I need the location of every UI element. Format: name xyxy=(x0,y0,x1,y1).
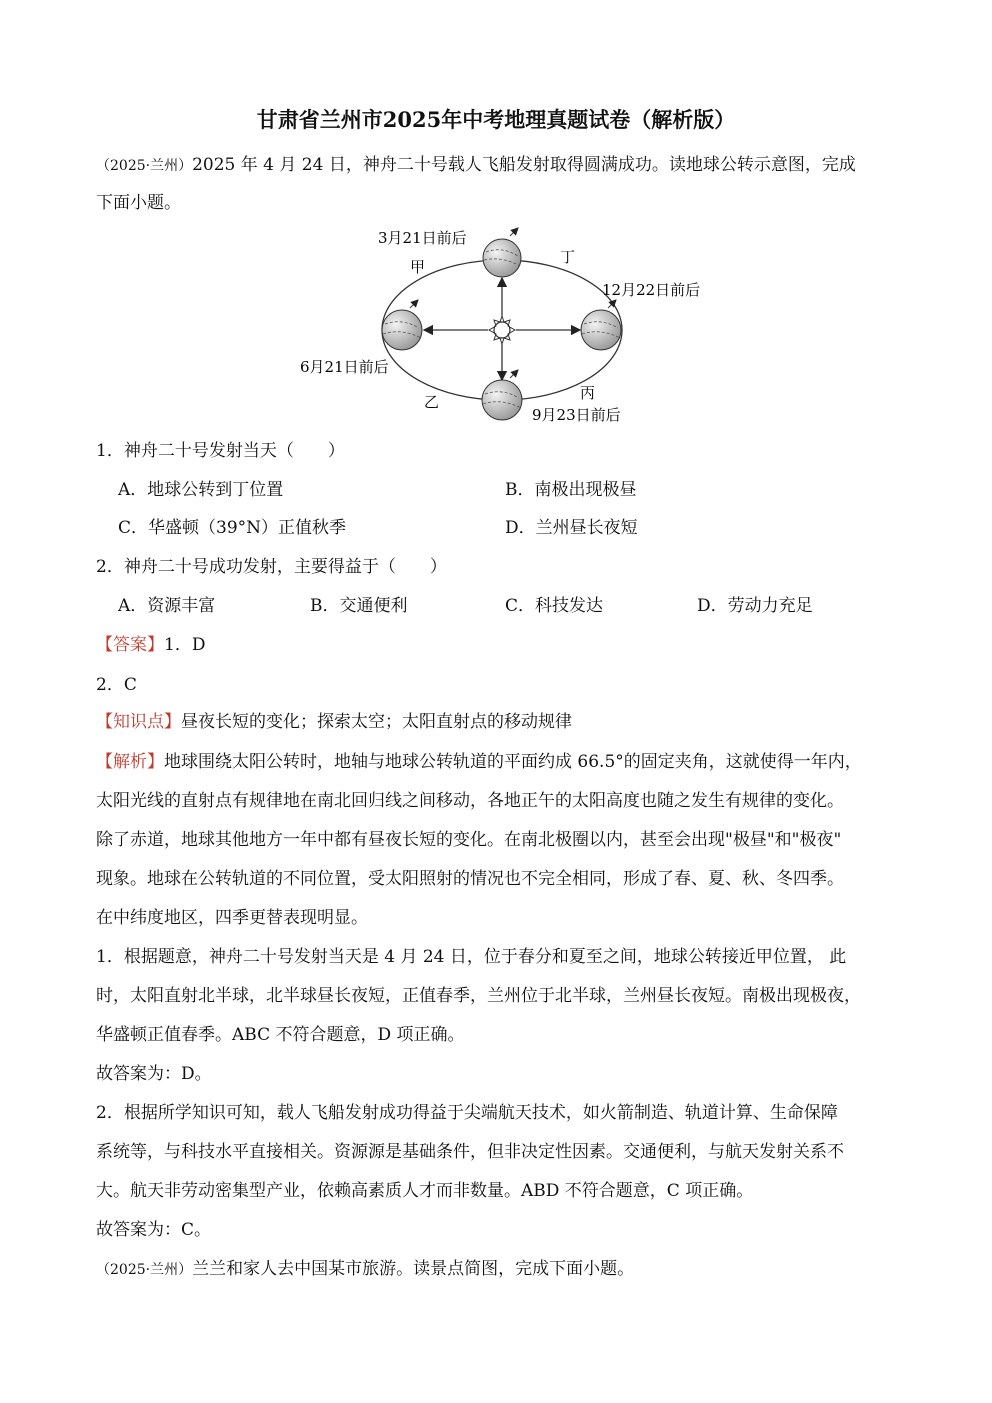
expl2-line-1: 2．根据所学知识可知，载人飞船发射成功得益于尖端航天技术，如火箭制造、轨道计算、生命保障 xyxy=(96,1103,838,1123)
intro-line-2: 下面小题。 xyxy=(96,193,181,213)
expl1-line-3: 华盛顿正值春季。ABC 不符合题意，D 项正确。 xyxy=(96,1025,465,1045)
label-september: 9月23日前后 xyxy=(532,406,621,424)
analysis-line-5: 在中纬度地区，四季更替表现明显。 xyxy=(96,908,368,928)
q2-option-a: A．资源丰富 xyxy=(118,596,216,616)
expl1-line-2: 时，太阳直射北半球，北半球昼长夜短，正值春季，兰州位于北半球，兰州昼长夜短。南极出现极夜， xyxy=(96,986,861,1006)
sun-icon xyxy=(489,316,515,344)
analysis-line-1 xyxy=(96,751,862,773)
label-ding: 丁 xyxy=(560,248,576,266)
page-title: 甘肃省兰州市2025年中考地理真题试卷（解析版） xyxy=(256,107,736,132)
answer-tag: 【答案】 xyxy=(96,635,164,655)
q1-stem: 1．神舟二十号发射当天（ ） xyxy=(96,441,345,461)
q1-option-b: B．南极出现极昼 xyxy=(505,480,637,500)
label-bing: 丙 xyxy=(580,384,596,402)
q1-option-a: A．地球公转到丁位置 xyxy=(118,480,284,500)
q2-stem: 2．神舟二十号成功发射，主要得益于（ ） xyxy=(96,557,447,577)
expl1-line-1: 1．根据题意，神舟二十号发射当天是 4 月 24 日，位于春分和夏至之间，地球公转接近甲位置， 此 xyxy=(96,947,847,967)
intro-line-1 xyxy=(96,154,856,177)
next-intro xyxy=(96,1258,634,1281)
analysis-tag: 【解析】 xyxy=(96,752,164,772)
q2-option-d: D．劳动力充足 xyxy=(697,596,813,616)
expl2-line-2: 系统等，与科技水平直接相关。资源源是基础条件，但非决定性因素。交通便利，与航天发射关系不 xyxy=(96,1142,844,1162)
knowledge-line xyxy=(96,711,572,733)
analysis-line-4: 现象。地球在公转轨道的不同位置，受太阳照射的情况也不完全相同，形成了春、夏、秋、冬四季。 xyxy=(96,869,844,889)
next-text: 兰兰和家人去中国某市旅游。读景点简图，完成下面小题。 xyxy=(192,1259,635,1279)
label-yi: 乙 xyxy=(424,393,440,411)
label-march: 3月21日前后 xyxy=(378,229,467,247)
label-june: 6月21日前后 xyxy=(300,358,389,376)
answer-2: 2．C xyxy=(96,675,137,695)
label-jia: 甲 xyxy=(410,258,426,276)
analysis-line-3: 除了赤道，地球其他地方一年中都有昼夜长短的变化。在南北极圈以内，甚至会出现"极昼"和"极夜" xyxy=(96,830,842,850)
expl2-conclusion: 故答案为：C。 xyxy=(96,1220,212,1240)
q1-option-d: D．兰州昼长夜短 xyxy=(505,518,638,538)
earth-revolution-diagram xyxy=(290,220,730,435)
answer-line-1 xyxy=(96,634,205,656)
q2-option-c: C．科技发达 xyxy=(505,596,604,616)
source-tag: （2025·兰州） xyxy=(96,158,193,174)
analysis-text-1: 地球围绕太阳公转时，地轴与地球公转轨道的平面约成 66.5°的固定夹角，这就使得一年内， xyxy=(164,752,862,772)
label-december: 12月22日前后 xyxy=(602,281,701,299)
knowledge-text: 昼夜长短的变化；探索太空；太阳直射点的移动规律 xyxy=(181,712,572,732)
expl1-conclusion: 故答案为：D。 xyxy=(96,1064,212,1084)
earth-march xyxy=(483,228,521,277)
knowledge-tag: 【知识点】 xyxy=(96,712,181,732)
next-source-tag: （2025·兰州） xyxy=(96,1262,193,1278)
analysis-line-2: 太阳光线的直射点有规律地在南北回归线之间移动，各地正午的太阳高度也随之发生有规律的变化。 xyxy=(96,791,844,811)
expl2-line-3: 大。航天非劳动密集型产业，依赖高素质人才而非数量。ABD 不符合题意，C 项正确。 xyxy=(96,1181,754,1201)
q2-option-b: B．交通便利 xyxy=(310,596,408,616)
q1-option-c: C．华盛顿（39°N）正值秋季 xyxy=(118,518,347,538)
answer-1: 1．D xyxy=(164,635,206,655)
intro-text: 2025 年 4 月 24 日，神舟二十号载人飞船发射取得圆满成功。读地球公转示意图，完成 xyxy=(192,155,856,175)
